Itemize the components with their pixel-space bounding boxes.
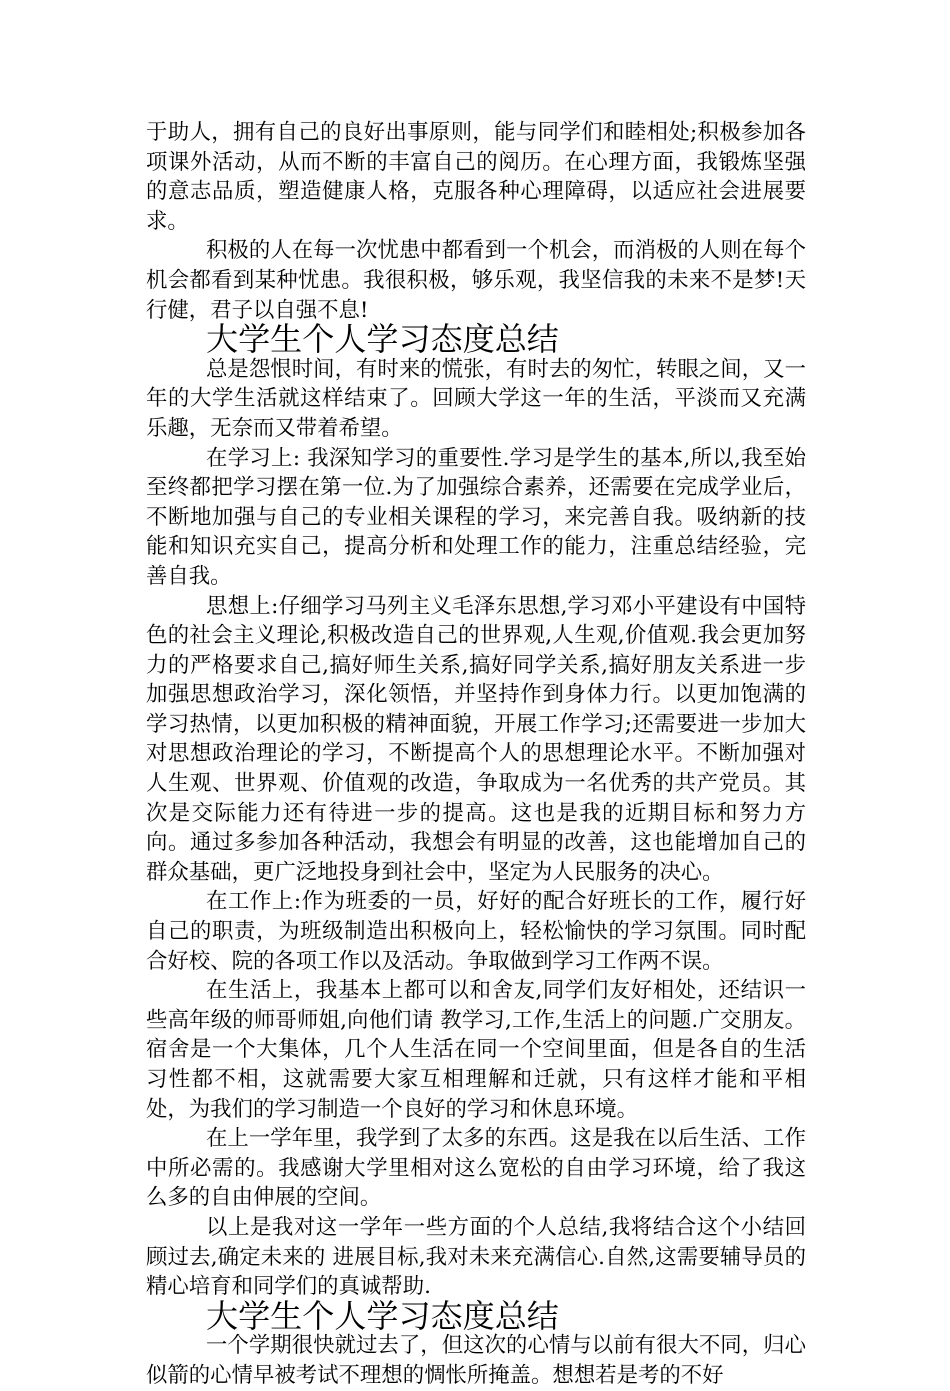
section-heading: 大学生个人学习态度总结 [206, 320, 559, 359]
paragraph: 于助人，拥有自己的良好出事原则，能与同学们和睦相处;积极参加各项课外活动，从而不断的丰富自己的阅历。在心理方面，我锻炼坚强的意志品质，塑造健康人格，克服各种心理障碍，以适应社会进展要求。 [146, 120, 806, 234]
paragraph: 在学习上: 我深知学习的重要性.学习是学生的基本,所以,我至始至终都把学习摆在第一位.为了加强综合素养，还需要在完成学业后，不断地加强与自己的专业相关课程的学习，来完善自我。吸纳新的技能和知识充实自己，提高分析和处理工作的能力，注重总结经验，完善自我。 [146, 445, 806, 589]
paragraph: 在生活上，我基本上都可以和舍友,同学们友好相处，还结识一些高年级的师哥师姐,向他们请 教学习,工作,生活上的问题.广交朋友。宿舍是一个大集体，几个人生活在同一个空间里面，但是各自的生活习性都不相，这就需要大家互相理解和迁就，只有这样才能和平相处，为我们的学习制造一个良好的学习和休息环境。 [146, 978, 806, 1122]
paragraph: 在工作上:作为班委的一员，好好的配合好班长的工作，履行好自己的职责，为班级制造出积极向上，轻松愉快的学习氛围。同时配合好校、院的各项工作以及活动。争取做到学习工作两不误。 [146, 889, 806, 974]
paragraph: 总是怨恨时间，有时来的慌张，有时去的匆忙，转眼之间，又一年的大学生活就这样结束了。回顾大学这一年的生活，平淡而又充满乐趣，无奈而又带着希望。 [146, 356, 806, 441]
paragraph: 思想上:仔细学习马列主义毛泽东思想,学习邓小平建设有中国特色的社会主义理论,积极改造自己的世界观,人生观,价值观.我会更加努力的严格要求自己,搞好师生关系,搞好同学关系,搞好朋友关系进一步加强思想政治学习，深化领悟，并坚持作到身体力行。以更加饱满的学习热情，以更加积极的精神面貌，开展工作学习;还需要进一步加大对思想政治理论的学习，不断提高个人的思想理论水平。不断加强对人生观、世界观、价值观的改造，争取成为一名优秀的共产党员。其次是交际能力还有待进一步的提高。这也是我的近期目标和努力方向。通过多参加各种活动，我想会有明显的改善，这也能增加自己的群众基础，更广泛地投身到社会中，坚定为人民服务的决心。 [146, 593, 806, 885]
section-heading: 大学生个人学习态度总结 [206, 1296, 559, 1335]
paragraph: 一个学期很快就过去了，但这次的心情与以前有很大不同，归心似箭的心情早被考试不理想的惆怅所掩盖。想想若是考的不好 [146, 1333, 806, 1388]
document-page [146, 118, 806, 1391]
paragraph: 在上一学年里，我学到了太多的东西。这是我在以后生活、工作中所必需的。我感谢大学里相对这么宽松的自由学习环境，给了我这么多的自由伸展的空间。 [146, 1126, 806, 1211]
paragraph: 积极的人在每一次忧患中都看到一个机会，而消极的人则在每个机会都看到某种忧患。我很积极，够乐观，我坚信我的未来不是梦!天行健，君子以自强不息! [146, 238, 806, 323]
paragraph: 以上是我对这一学年一些方面的个人总结,我将结合这个小结回顾过去,确定未来的 进展目标,我对未来充满信心.自然,这需要辅导员的精心培育和同学们的真诚帮助. [146, 1214, 806, 1300]
